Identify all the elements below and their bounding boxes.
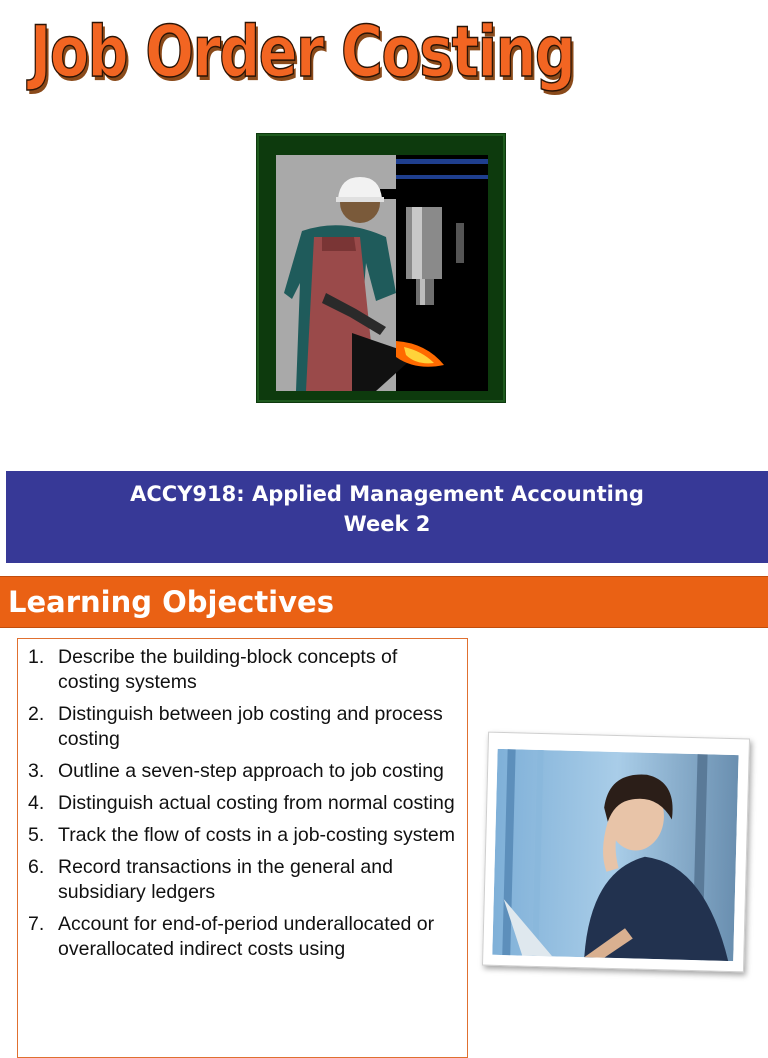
objective-number: 1. bbox=[28, 646, 45, 668]
objective-item bbox=[28, 912, 458, 962]
objective-text: Distinguish between job costing and process costing bbox=[58, 703, 443, 750]
objective-item bbox=[28, 645, 458, 695]
objective-number: 2. bbox=[28, 703, 45, 725]
week-label: Week 2 bbox=[343, 512, 431, 536]
objective-number: 6. bbox=[28, 856, 45, 878]
objectives-box bbox=[17, 638, 468, 1058]
objective-item bbox=[28, 759, 458, 784]
objective-text: Account for end-of-period underallocated or overallocated indirect costs using bbox=[58, 913, 435, 960]
course-banner bbox=[6, 471, 768, 563]
objective-item bbox=[28, 823, 458, 848]
factory-worker-clipart bbox=[256, 133, 506, 403]
objective-number: 3. bbox=[28, 760, 45, 782]
objectives-list bbox=[28, 645, 458, 969]
learning-objectives-header bbox=[0, 576, 768, 628]
slide-title: Job Order Costing bbox=[30, 11, 575, 93]
objective-number: 5. bbox=[28, 824, 45, 846]
objective-text: Track the flow of costs in a job-costing system bbox=[58, 824, 456, 846]
objective-number: 7. bbox=[28, 913, 45, 935]
objective-text: Outline a seven-step approach to job costing bbox=[58, 760, 444, 782]
objective-text: Record transactions in the general and subsidiary ledgers bbox=[58, 856, 393, 903]
course-title: ACCY918: Applied Management Accounting bbox=[130, 482, 644, 506]
objective-item bbox=[28, 791, 458, 816]
objective-text: Distinguish actual costing from normal costing bbox=[58, 792, 455, 814]
photo-frame bbox=[482, 732, 750, 973]
objective-number: 4. bbox=[28, 792, 45, 814]
objective-text: Describe the building-block concepts of costing systems bbox=[58, 646, 398, 693]
objective-item bbox=[28, 702, 458, 752]
person-thinking-photo bbox=[492, 749, 738, 961]
objective-item bbox=[28, 855, 458, 905]
section-heading: Learning Objectives bbox=[8, 585, 334, 619]
